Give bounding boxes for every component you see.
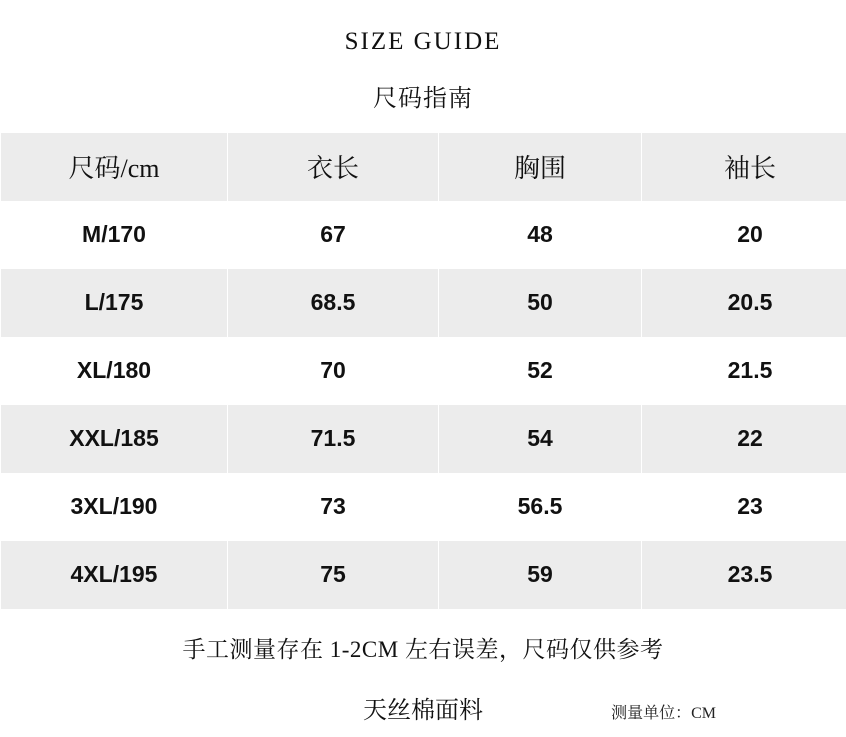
cell-sleeve: 23 (642, 473, 846, 541)
cell-length: 73 (228, 473, 439, 541)
cell-length: 68.5 (228, 269, 439, 337)
cell-size: M/170 (1, 201, 228, 269)
fabric-label: 天丝棉面料 (363, 697, 483, 724)
table-header-row (1, 133, 846, 201)
cell-bust: 59 (439, 541, 642, 609)
cell-bust: 50 (439, 269, 642, 337)
cell-sleeve: 22 (642, 405, 846, 473)
cell-size: 3XL/190 (1, 473, 228, 541)
cell-size: 4XL/195 (1, 541, 228, 609)
table-row (1, 337, 846, 405)
footer-row (0, 664, 846, 725)
table-row (1, 201, 846, 269)
cell-length: 71.5 (228, 405, 439, 473)
cell-size: XL/180 (1, 337, 228, 405)
cell-sleeve: 20.5 (642, 269, 846, 337)
column-header-size: 尺码/cm (1, 133, 228, 201)
cell-bust: 48 (439, 201, 642, 269)
cell-length: 67 (228, 201, 439, 269)
page-title-cn: 尺码指南 (373, 85, 473, 112)
cell-sleeve: 23.5 (642, 541, 846, 609)
table-row (1, 269, 846, 337)
cell-size: L/175 (1, 269, 228, 337)
table-row (1, 541, 846, 609)
cell-bust: 52 (439, 337, 642, 405)
column-header-length: 衣长 (228, 133, 439, 201)
cell-bust: 54 (439, 405, 642, 473)
cell-size: XXL/185 (1, 405, 228, 473)
cell-bust: 56.5 (439, 473, 642, 541)
table-row (1, 405, 846, 473)
cell-length: 70 (228, 337, 439, 405)
cell-sleeve: 21.5 (642, 337, 846, 405)
page-title-en: SIZE GUIDE (344, 28, 502, 55)
cell-length: 75 (228, 541, 439, 609)
table-row (1, 473, 846, 541)
measurement-note: 手工测量存在 1-2CM 左右误差，尺码仅供参考 (182, 636, 664, 662)
column-header-sleeve: 袖长 (642, 133, 846, 201)
size-table (0, 133, 846, 609)
column-header-bust: 胸围 (439, 133, 642, 201)
unit-note: 测量单位：CM (611, 704, 716, 722)
cell-sleeve: 20 (642, 201, 846, 269)
